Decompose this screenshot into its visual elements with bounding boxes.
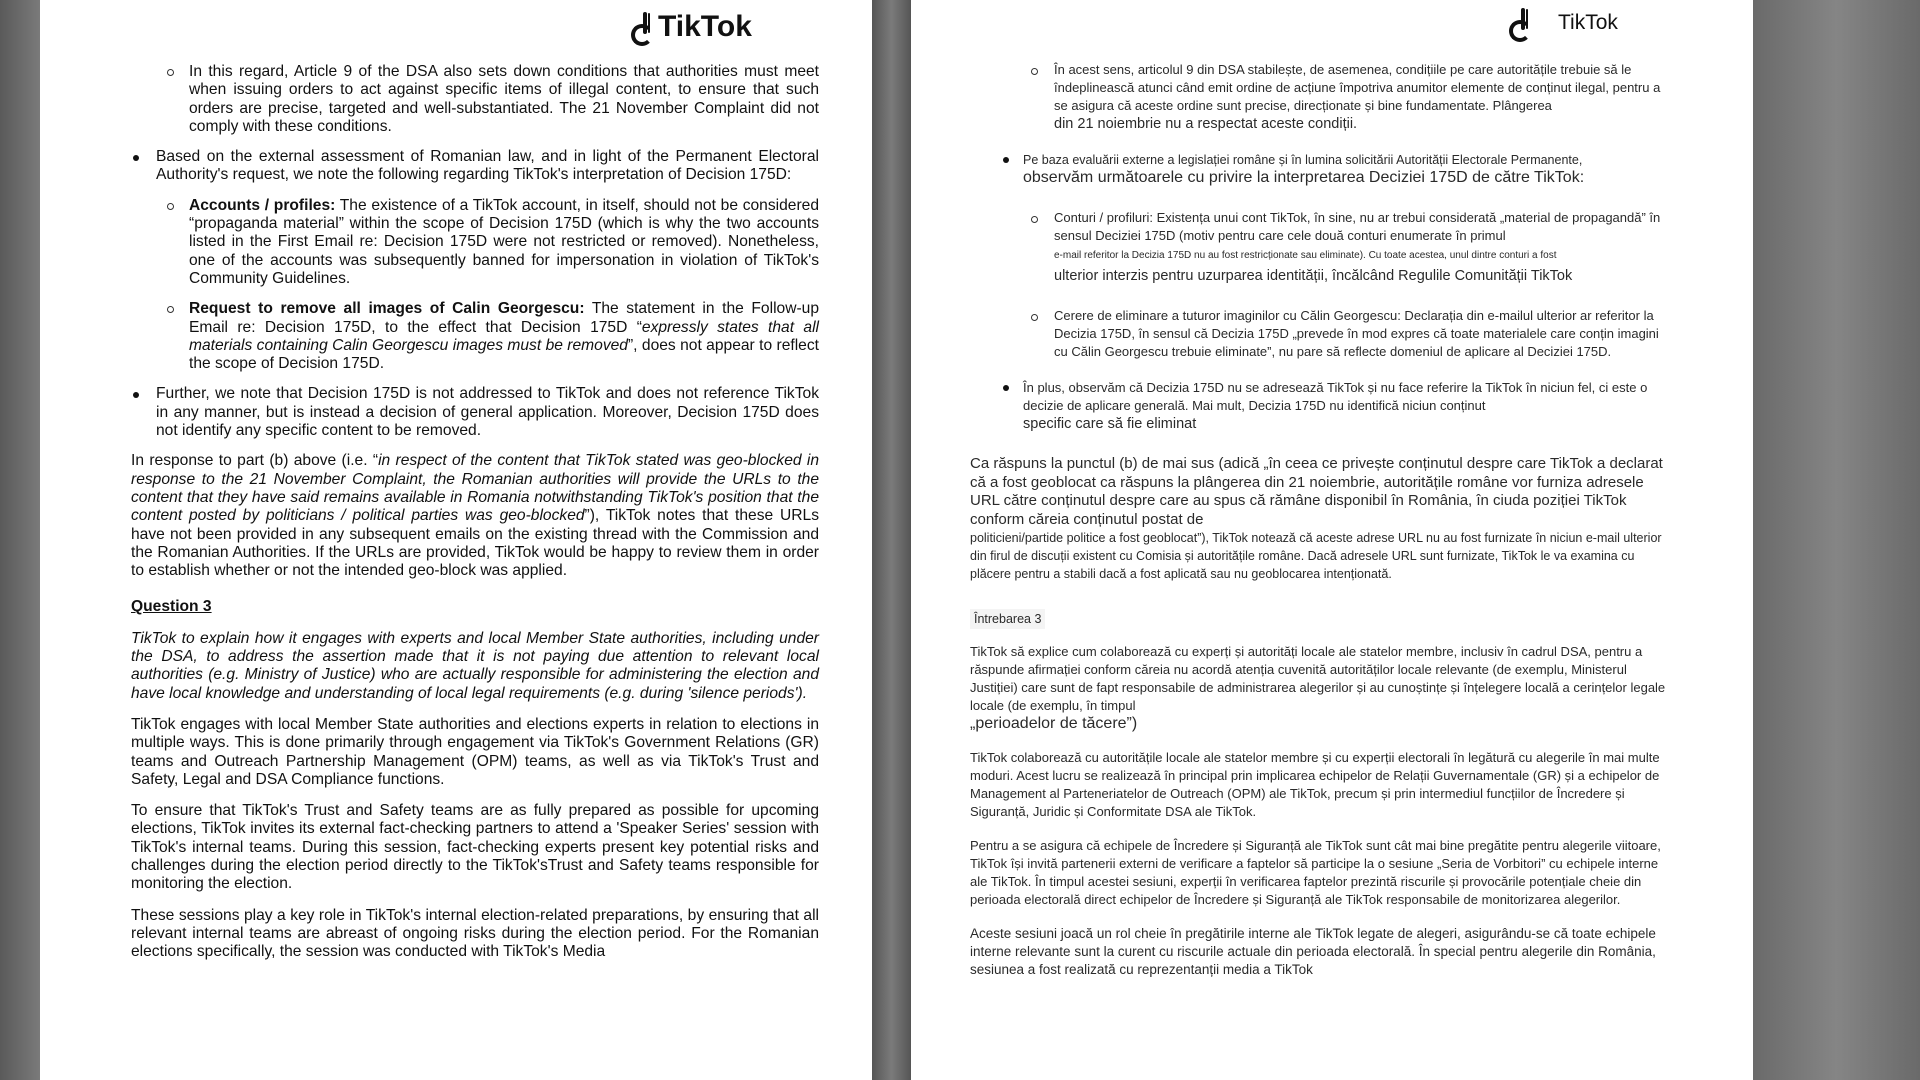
paragraph (998, 307, 1666, 361)
english-body (131, 63, 819, 974)
logo-text: TikTok (658, 10, 752, 43)
text-run: ”, does not appear to reflect the scope of Decision 175D. (189, 336, 819, 373)
paragraph (970, 455, 1666, 583)
text-run: Pentru a se asigura că echipele de Încredere și Siguranță ale TikTok sunt cât mai bine pregătite pentru alegerile viitoare, TikTok își invită partenerii externi de verificare a faptelor să participe la o sesiune „Seria de Vorbitori” cu echipele interne ale TikTok. În timpul acestei sesiuni, experții în verificarea faptelor prezintă riscurile și provocările potențiale cheie din perioada electorală direct echipelor de Încredere și Siguranță ale TikTok responsabile de monitorizarea alegerilor. (970, 838, 1661, 907)
question-heading: Întrebarea 3 (970, 609, 1045, 629)
text-run: ”), TikTok notes that these URLs have not been provided in any subsequent emails on the existing thread with the Commission and the Romanian Authorities. If the URLs are provided, TikTok would be happy to review them in order to establish whether or not the intended geo-block was applied. (131, 507, 819, 580)
text-run: „perioadelor de tăcere”) (970, 715, 1138, 732)
tiktok-note-icon (628, 12, 654, 42)
question-heading: Question 3 (131, 598, 212, 616)
paragraph: TikTok engages with local Member State authorities and elections experts in relation to elections in multiple ways. This is done primarily through engagement via TikTok's Government Relations (GR) teams and Outreach Partnership Management (OPM) teams, as well as via TikTok's Trust and Safety, Legal and DSA Compliance functions. (131, 715, 819, 788)
bold-lead: Request to remove all images of Calin Georgescu: (189, 300, 585, 318)
text-run: The statement in the Follow-up Email re: Decision 175D, to the effect that Decision 175D “ (189, 300, 820, 336)
text-run: În plus, observăm că Decizia 175D nu se adresează TikTok și nu face referire la TikTok în niciun fel, ci este o decizie de aplicare generală. Mai mult, Decizia 175D nu identifică niciun conținut (1023, 380, 1648, 413)
text-run: e-mail referitor la Decizia 175D nu au fost restricționate sau eliminate). Cu toate acestea, unul dintre conturi a fost (1054, 250, 1557, 261)
paragraph (131, 300, 819, 373)
tiktok-logo (628, 10, 752, 44)
text-run: TikTok să explice cum colaborează cu experți și autorități locale ale statelor membre, inclusiv în cadrul DSA, pentru a răspunde afirmației conform căreia nu acordă atenția cuvenită autorităților locale relevante (de exemplu, Ministerul Justiției) care sunt de fapt responsabile de administrarea alegerilor și au cunoștințe și înțelegere locală a cerințelor legale locale (de exemplu, în timpul (970, 644, 1666, 713)
paragraph (970, 837, 1666, 909)
paragraph (970, 749, 1666, 821)
text-run: specific care să fie eliminat (1023, 416, 1197, 432)
paragraph: In this regard, Article 9 of the DSA also sets down conditions that authorities must meet when issuing orders to act against specific items of illegal content, to ensure that such orders are precise, targeted and well-substantiated. The 21 November Complaint did not comply with these conditions. (131, 63, 819, 136)
text-run: observăm următoarele cu privire la interpretarea Deciziei 175D de către TikTok: (1023, 169, 1585, 186)
logo-text: TikTok (1558, 11, 1618, 34)
text-run: din 21 noiembrie nu a respectat aceste condiții. (1054, 116, 1358, 132)
italic-run: in respect of the content that TikTok stated was geo-blocked in response to the 21 November Complaint, the Romanian authorities will provide the URLs to the content that they have said remains available in Romania notwithstanding TikTok's position that the content posted by politicians / political parties was geo-blocked (131, 452, 820, 525)
romanian-page (911, 0, 1753, 1080)
paragraph: TikTok to explain how it engages with experts and local Member State authorities, including under the DSA, to address the assertion made that it is not paying due attention to relevant local authorities (e.g. Ministry of Justice) who are actually responsible for administering the election and have local knowledge and understanding of local legal requirements (e.g. during 'silence periods'). (131, 629, 819, 702)
paragraph (998, 151, 1666, 187)
background-left (0, 0, 40, 1080)
text-run: Aceste sesiuni joacă un rol cheie în pregătirile interne ale TikTok legate de alegeri, asigurându-se că toate echipele interne relevante sunt la curent cu riscurile actuale din perioada electorală. În special pentru alegerile din România, sesiunea a fost realizată cu reprezentanții media a TikTok (970, 926, 1656, 977)
paragraph (970, 925, 1666, 979)
romanian-body (970, 61, 1666, 995)
text-run: Ca răspuns la punctul (b) de mai sus (adică „în ceea ce privește conținutul despre care TikTok a declarat că a fost geoblocat ca răspuns la plângerea din 21 noiembrie, autoritățile române vor furniza adresele URL către conținutul despre care au spus că rămâne disponibil în România, în ciuda poziției TikTok conform căreia conținutul postat de (970, 455, 1663, 528)
text-run: politicieni/partide politice a fost geoblocat”), TikTok notează că aceste adrese URL nu au fost furnizate în niciun e-mail ulterior din firul de discuții existent cu Comisia și autoritățile române. Dacă adresele URL sunt furnizate, TikTok le va examina cu plăcere pentru a stabili dacă a fost aplicată sau nu geoblocarea intenționată. (970, 531, 1662, 581)
page-gutter (872, 0, 911, 1080)
text-run: In response to part (b) above (i.e. “ (131, 452, 379, 470)
italic-run: expressly states that all materials containing Calin Georgescu images must be removed (189, 318, 820, 354)
text-run: Cerere de eliminare a tuturor imaginilor cu Călin Georgescu: Declarația din e-mailul ulterior ar referitor la Decizia 175D, în sensul că Decizia 175D „prevede în mod expres că toate materialele care conțin imagini cu Călin Georgescu trebuie eliminate”, nu pare să reflecte domeniul de aplicare al Deciziei 175D. (1054, 308, 1659, 359)
paragraph (970, 643, 1666, 733)
question-heading-wrap (970, 599, 1666, 643)
paragraph (998, 379, 1666, 433)
background-right (1753, 0, 1920, 1080)
english-page (40, 0, 872, 1080)
text-run: The existence of a TikTok account, in itself, should not be considered “propaganda material” within the scope of Decision 175D (which is why the two accounts listed in the First Email re: Decision 175D were not restricted or removed). Nonetheless, one of the accounts was subsequently banned for impersonation in violation of TikTok's Community Guidelines. (189, 196, 819, 287)
paragraph: Further, we note that Decision 175D is not addressed to TikTok and does not reference TikTok in any manner, but is instead a decision of general application. Moreover, Decision 175D does not identify any specific content to be removed. (131, 385, 819, 440)
bold-lead: Accounts / profiles: (189, 196, 336, 214)
paragraph: Based on the external assessment of Romanian law, and in light of the Permanent Electoral Authority's request, we note the following regarding TikTok's interpretation of Decision 175D: (131, 148, 819, 185)
text-run: Pe baza evaluării externe a legislației române și în lumina solicitării Autorității Electorale Permanente, (1023, 153, 1583, 167)
text-run: Conturi / profiluri: Existența unui cont TikTok, în sine, nu ar trebui considerată „material de propagandă” în sensul Deciziei 175D (motiv pentru care cele două conturi enumerate în primul (1054, 210, 1661, 243)
tiktok-logo (1506, 8, 1618, 38)
text-run: TikTok colaborează cu autoritățile locale ale statelor membre și cu experții electorali în legătură cu alegerile în mai multe moduri. Acest lucru se realizează în principal prin implicarea echipelor de Relații Guvernamentale (GR) și a echipelor de Management al Parteneriatelor de Outreach (OPM) ale TikTok, precum și prin intermediul funcțiilor de Încredere și Siguranță, Juridic și Conformitate DSA ale TikTok. (970, 750, 1660, 819)
tiktok-note-icon (1506, 8, 1532, 38)
paragraph (998, 61, 1666, 133)
paragraph (131, 452, 819, 580)
text-run: ulterior interzis pentru uzurparea identității, încălcând Regulile Comunității TikTok (1054, 268, 1573, 284)
paragraph (998, 209, 1666, 289)
paragraph (131, 197, 819, 288)
paragraph: To ensure that TikTok's Trust and Safety teams are as fully prepared as possible for upcoming elections, TikTok invites its external fact-checking partners to attend a 'Speaker Series' session with TikTok's internal teams. During this session, fact-checking experts present key potential risks and challenges during the election period directly to the TikTok'sTrust and Safety teams responsible for monitoring the election. (131, 802, 819, 893)
paragraph: These sessions play a key role in TikTok's internal election-related preparations, by ensuring that all relevant internal teams are abreast of ongoing risks during the election period. For the Romanian elections specifically, the session was conducted with TikTok's Media (131, 906, 819, 961)
text-run: În acest sens, articolul 9 din DSA stabilește, de asemenea, condițiile pe care autoritățile trebuie să le îndeplinească atunci când emit ordine de acțiune împotriva anumitor elemente de conținut ilegal, pentru a se asigura că aceste ordine sunt precise, direcționate și bine fundamentate. Plângerea (1054, 62, 1661, 113)
